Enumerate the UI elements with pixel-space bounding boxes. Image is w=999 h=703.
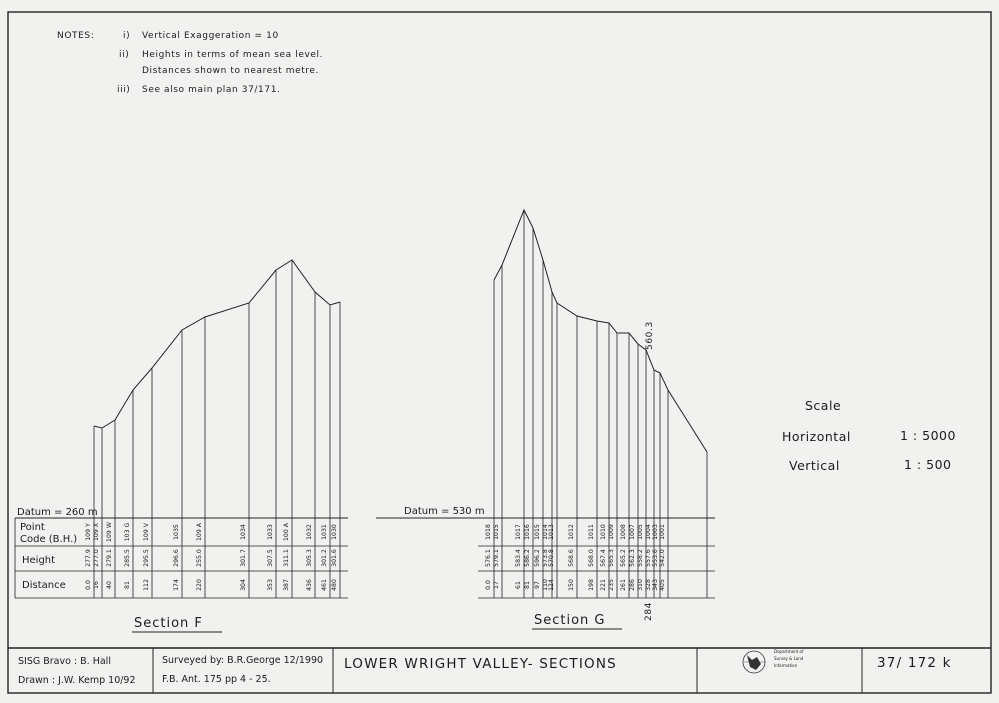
section-f-distance-value: 353 [267,579,274,591]
section-f-height-value: 255.0 [196,549,203,567]
sisg-bravo: SISG Bravo : B. Hall [18,656,111,667]
label-height: Height [22,555,56,566]
section-f-distance-value: 436 [306,579,313,591]
section-f-point-code: 1034 [240,524,247,540]
section-f [15,260,348,632]
section-g-title: Section G [534,613,606,628]
section-g-point-code: 1018 [485,524,492,540]
note-1-text: Vertical Exaggeration = 10 [142,31,279,41]
section-g-height-value: 568.0 [588,549,595,567]
section-g-distance-value: 343 [652,579,659,591]
section-g-distance-value: 286 [629,579,636,591]
section-g-height-value: 562.3 [629,549,636,567]
section-f-height-value: 301.6 [331,549,338,567]
section-f-height-value: 285.5 [124,549,131,567]
section-f-distance-value: 387 [283,579,290,591]
section-g-distance-value: 97 [534,581,541,589]
section-f-height-value: 301.7 [240,549,247,567]
section-f-distance-value: 480 [331,579,338,591]
section-g-point-code: 1012 [568,524,575,540]
section-f-height-value: 296.6 [173,549,180,567]
section-f-height-value: 277.0 [93,549,100,567]
surveyed-by: Surveyed by: B.R.George 12/1990 [162,655,324,666]
section-g-annotation-distance: 284 [644,602,654,621]
section-g-height-value: 565.3 [608,549,615,567]
section-g-height-value: 583.4 [515,549,522,567]
section-f-point-code: 100 A [283,522,290,542]
section-f-height-value: 301.2 [321,549,328,567]
section-f-title: Section F [134,616,203,631]
section-f-table-values [85,522,338,591]
section-f-height-value: 279.1 [106,549,113,567]
title-block [8,648,991,693]
section-f-point-code: 1031 [321,524,328,540]
section-f-height-value: 295.5 [143,549,150,567]
section-g-height-value: 596.2 [534,549,541,567]
section-g-distance-value: 150 [568,579,575,591]
section-g-distance-value: 0.0 [485,580,492,590]
section-g-distance-value: 261 [620,579,627,591]
note-3-number: iii) [117,85,131,95]
section-g-height-value: 579.1 [493,549,500,567]
sheet-number: 37/ 172 k [877,655,952,671]
section-g-height-value: 586.2 [524,549,531,567]
section-g-height-value: 553.6 [652,549,659,567]
section-g-height-value: 557.6 [645,549,652,567]
section-g-point-code: 1004 [645,524,652,540]
section-g-point-code: 1011 [588,524,595,540]
section-f-profile-line [94,260,340,428]
section-g-point-code: 1015 [534,524,541,540]
section-g-height-value: 576.1 [485,549,492,567]
section-f-point-code: 1033 [267,524,274,540]
section-f-distance-value: 81 [124,581,131,589]
section-g-distance-value: 328 [645,579,652,591]
notes-label: NOTES: [57,31,95,41]
section-f-point-code: 109 X [93,522,100,542]
section-f-distance-value: 40 [106,581,113,589]
sheet-border [8,12,991,693]
section-f-height-value: 307.5 [267,549,274,567]
section-g-point-code: 1009 [608,524,615,540]
section-f-point-code: 103 G [124,522,131,542]
section-g-annotation-height: 560.3 [645,321,655,350]
section-f-distance-value: 461 [321,579,328,591]
drawn-by: Drawn : J.W. Kemp 10/92 [18,675,136,686]
section-f-distance-value: 0.0 [85,580,92,590]
label-point-code-1: Point [20,522,45,533]
drawing-title: LOWER WRIGHT VALLEY- SECTIONS [344,656,617,672]
section-g-height-value: 542.0 [659,549,666,567]
scale-vertical-value: 1 : 500 [904,457,952,472]
section-g-height-value: 568.6 [568,549,575,567]
note-2-text-b: Distances shown to nearest metre. [142,66,320,76]
note-2-text-a: Heights in terms of mean sea level. [142,50,324,60]
section-g-point-code: 1001 [659,524,666,540]
note-3-text: See also main plan 37/171. [142,85,281,95]
label-distance: Distance [22,580,66,591]
section-f-distance-value: 174 [173,579,180,591]
section-g-height-value: 567.4 [600,549,607,567]
section-f-datum: Datum = 260 m [17,507,98,518]
section-g-table-values [485,524,666,591]
section-f-height-value: 277.9 [85,549,92,567]
section-g-height-value: 573.8 [542,549,549,567]
section-f-point-code: 109 W [106,522,113,542]
section-g-profile-line [494,210,707,452]
scale-vertical-label: Vertical [789,458,840,473]
section-g-distance-value: 110 [542,579,549,591]
scale-horizontal-label: Horizontal [782,429,851,444]
label-point-code-2: Code (B.H.) [20,534,78,545]
section-g [376,210,715,629]
section-f-point-code: 109 A [196,522,203,542]
logo-line-1: Department of [774,649,804,654]
section-g-distance-value: 17 [493,581,500,589]
section-f-distance-value: 304 [240,579,247,591]
field-book: F.B. Ant. 175 pp 4 - 25. [162,674,271,685]
section-g-point-code: 1015 [493,524,500,540]
section-f-distance-value: 112 [143,579,150,591]
note-1-number: i) [123,31,131,41]
section-g-point-code: 1014 [542,524,549,540]
section-f-distance-value: 16 [93,581,100,589]
scale-title: Scale [805,398,842,413]
section-f-point-code: 109 V [143,522,150,542]
section-f-station-lines [94,260,340,598]
section-f-point-code: 1030 [331,524,338,540]
section-f-point-code: 1035 [173,524,180,540]
section-g-height-value: 570.8 [548,549,555,567]
scale-block [782,398,956,473]
note-2-number: ii) [119,50,130,60]
section-g-point-code: 1010 [600,524,607,540]
section-g-distance-value: 310 [637,579,644,591]
section-g-point-code: 1003 [652,524,659,540]
section-g-height-value: 565.2 [620,549,627,567]
section-g-distance-value: 61 [515,581,522,589]
section-g-datum: Datum = 530 m [404,506,485,517]
section-g-distance-value: 235 [608,579,615,591]
section-g-distance-value: 81 [524,581,531,589]
section-g-point-code: 1008 [620,524,627,540]
section-f-height-value: 305.3 [306,549,313,567]
section-g-point-code: 1013 [548,524,555,540]
section-g-distance-value: 405 [659,579,666,591]
section-g-distance-value: 124 [548,579,555,591]
section-g-point-code: 1017 [515,524,522,540]
logo-line-2: Survey & Land [774,656,804,661]
section-g-distance-value: 198 [588,579,595,591]
section-g-point-code: 1007 [629,524,636,540]
section-g-point-code: 1016 [524,524,531,540]
section-f-height-value: 311.1 [283,549,290,567]
logo-line-3: Information [774,663,798,668]
section-g-point-code: 1005 [637,524,644,540]
scale-horizontal-value: 1 : 5000 [900,428,956,443]
section-g-distance-value: 221 [600,579,607,591]
section-f-point-code: 1032 [306,524,313,540]
section-g-height-value: 558.2 [637,549,644,567]
notes-block [57,31,323,95]
department-logo [743,649,804,673]
section-f-distance-value: 220 [196,579,203,591]
section-f-point-code: 109 Y [85,523,92,541]
